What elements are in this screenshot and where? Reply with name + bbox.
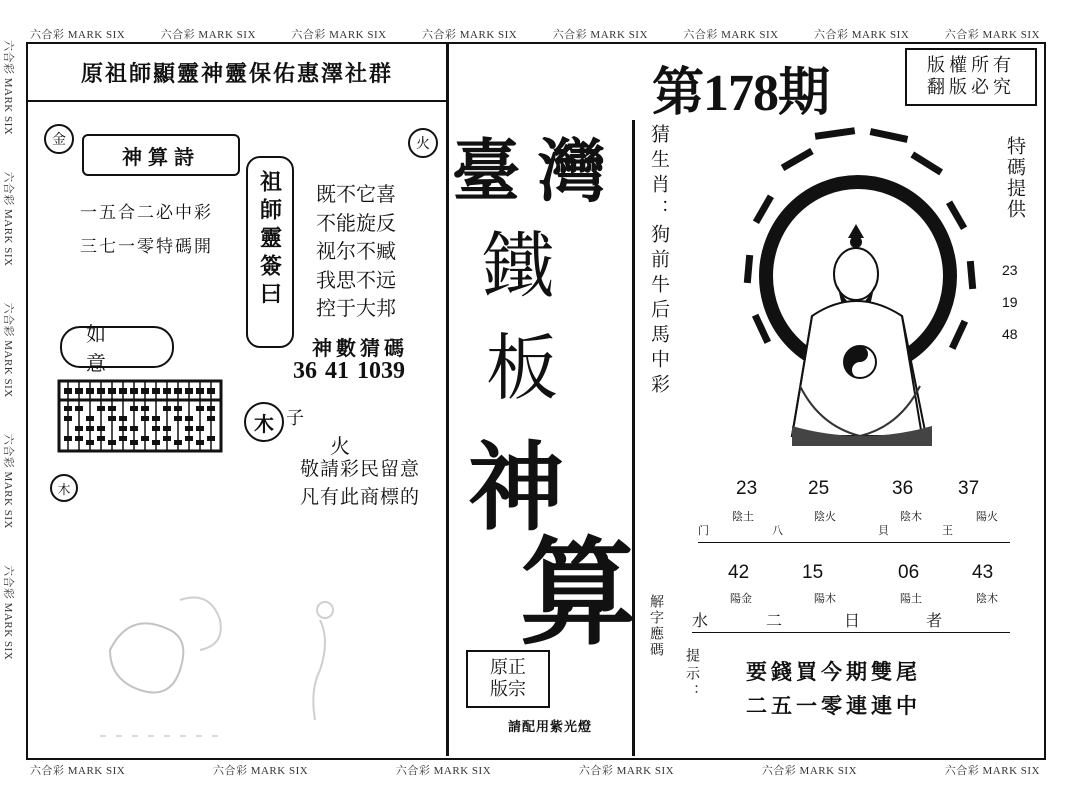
hint-line-1: 要錢買今期雙尾 [746, 659, 921, 684]
poem-line-1: 一五合二必中彩 [80, 203, 213, 223]
original-stamp-text: 原正版宗 [490, 657, 526, 700]
copyright-line2: 翻版必究 [927, 77, 1015, 98]
number-cell: 23 [736, 478, 758, 499]
special-code: 23 [1002, 262, 1018, 278]
deity-image [720, 126, 990, 466]
element-tag: 陽金 [730, 592, 752, 605]
element-gold-badge: 金 [44, 124, 74, 154]
huo-label: 火 [330, 434, 350, 458]
faded-sketch-image [70, 560, 370, 740]
border-text: 六合彩 MARK SIX [30, 765, 126, 777]
title-char-tai: 臺 [452, 132, 521, 212]
verse-line: 控于大邦 [316, 296, 396, 320]
bottom-border-strip [30, 762, 1040, 778]
title-char-shen: 神 [468, 431, 564, 544]
element-tag: 陰木 [900, 510, 922, 523]
ruyi-text: 如意 [86, 322, 130, 375]
border-text: 六合彩 MARK SIX [2, 171, 14, 267]
border-text: 六合彩 MARK SIX [944, 765, 1040, 777]
poem-line-2: 三七一零特碼開 [80, 237, 213, 257]
element-tag: 陽木 [814, 592, 836, 605]
original-stamp [466, 650, 550, 708]
element-tag: 陰木 [976, 592, 998, 605]
border-text: 六合彩 MARK SIX [2, 564, 14, 661]
abacus-image [58, 380, 222, 452]
hint-line-2: 二五一零連連中 [746, 693, 921, 718]
decode-char: 王 [942, 524, 953, 537]
decode-char: 水 [692, 611, 709, 630]
number-cell: 06 [898, 562, 920, 583]
element-fire-badge: 火 [408, 128, 438, 158]
element-tag: 陰火 [814, 510, 836, 523]
verse-line: 既不它喜 [316, 182, 396, 206]
element-wood-badge-2: 木 [50, 474, 78, 502]
border-text: 六合彩 MARK SIX [30, 29, 126, 41]
decode-char: 二 [766, 611, 783, 630]
char-row-2 [692, 608, 1010, 633]
copyright-box [905, 48, 1037, 106]
copyright-line1: 版權所有 [927, 55, 1015, 76]
oracle-label-box [246, 156, 294, 348]
decode-label: 解字應碼 [648, 594, 664, 658]
decode-char: 日 [844, 611, 861, 630]
number-cell: 25 [808, 478, 830, 499]
char-row-1 [698, 522, 1010, 543]
guess-zodiac: 猜生肖：狗前牛后馬中彩 [648, 124, 670, 399]
decode-char: 八 [772, 524, 783, 537]
special-code: 48 [1002, 326, 1018, 342]
border-text: 六合彩 MARK SIX [160, 29, 256, 41]
poem-title: 神算詩 [122, 144, 200, 169]
verse-line: 不能旋反 [316, 210, 396, 235]
top-border-strip [30, 26, 1040, 42]
number-cell: 15 [802, 562, 824, 583]
border-text: 六合彩 MARK SIX [395, 765, 492, 777]
element-tag: 陽火 [976, 510, 998, 523]
verse-line: 我思不远 [316, 267, 396, 292]
border-text: 六合彩 MARK SIX [212, 765, 309, 777]
number-cell: 43 [972, 562, 994, 583]
decode-char: 门 [698, 524, 709, 537]
border-text: 六合彩 MARK SIX [761, 765, 858, 777]
oracle-label: 祖師靈簽曰 [256, 170, 283, 310]
decode-char: 貝 [878, 524, 889, 537]
special-code: 19 [1002, 294, 1018, 310]
border-text: 六合彩 MARK SIX [814, 29, 910, 41]
zi-label: 子 [286, 408, 304, 429]
header-banner [28, 44, 446, 102]
border-text: 六合彩 MARK SIX [291, 29, 387, 41]
border-text: 六合彩 MARK SIX [578, 765, 675, 777]
element-wood-badge: 木 [244, 402, 284, 442]
title-char-ban: 板 [486, 326, 559, 410]
footer-note: 請配用紫光燈 [508, 720, 593, 735]
number-row-1 [736, 478, 1006, 508]
guess-numbers: 36 41 1039 [293, 358, 405, 384]
border-text: 六合彩 MARK SIX [422, 29, 518, 41]
ruyi-box [60, 322, 174, 375]
title-char-suan: 算 [520, 525, 636, 661]
special-code-label: 特碼提供 [1004, 136, 1026, 220]
hint-label: 提示： [684, 648, 700, 702]
guess-title: 神數猜碼 [312, 336, 408, 360]
decode-char: 者 [926, 611, 943, 630]
border-text: 六合彩 MARK SIX [552, 29, 648, 41]
poem-title-box [82, 134, 240, 176]
left-border-strip [4, 40, 20, 760]
number-cell: 42 [728, 562, 750, 583]
element-tag: 陽土 [900, 592, 922, 605]
border-text: 六合彩 MARK SIX [2, 302, 14, 398]
number-row-2 [728, 562, 1008, 592]
verse-block [316, 180, 396, 323]
title-char-wan: 灣 [538, 132, 607, 212]
issue-number: 第178期 [652, 65, 830, 122]
notice-line-2: 凡有此商標的 [300, 486, 421, 508]
title-char-tie: 鐵 [482, 224, 555, 308]
border-text: 六合彩 MARK SIX [683, 29, 779, 41]
banner-text: 原祖師顯靈神靈保佑惠澤社群 [80, 60, 393, 87]
border-text: 六合彩 MARK SIX [944, 29, 1040, 41]
border-text: 六合彩 MARK SIX [2, 433, 14, 529]
verse-line: 视尔不臧 [316, 239, 396, 263]
tag-row-2 [730, 590, 1010, 608]
notice-line-1: 敬請彩民留意 [300, 458, 421, 480]
number-cell: 37 [958, 478, 980, 499]
element-tag: 陰土 [732, 510, 754, 523]
border-text: 六合彩 MARK SIX [2, 40, 14, 136]
divider-left [446, 44, 449, 756]
special-code-list [1002, 254, 1018, 350]
number-cell: 36 [892, 478, 914, 499]
